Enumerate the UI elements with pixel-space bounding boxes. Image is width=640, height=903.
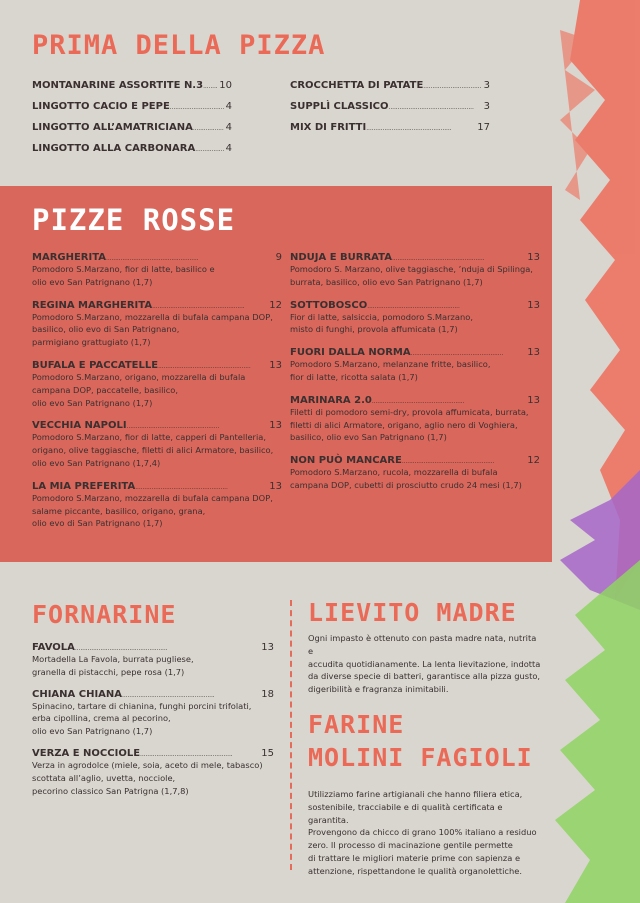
leader-dots — [366, 122, 475, 133]
prima-item — [32, 143, 232, 164]
dashed-divider — [290, 600, 292, 870]
menu-item-price: 15 — [261, 747, 274, 759]
prima-item-price: 17 — [477, 122, 490, 133]
prima-item-name: SUPPLÌ CLASSICO — [290, 101, 389, 112]
menu-item-price: 18 — [261, 688, 274, 700]
menu-item-description: Spinacino, tartare di chianina, funghi porcini trifolati, erba cipollina, crema al pecorino, olio evo San Patrignano (1,7) — [32, 700, 252, 737]
leader-dots — [152, 300, 267, 311]
menu-item — [32, 300, 282, 349]
menu-item-price: 12 — [269, 299, 282, 311]
menu-item-name: VERZA E NOCCIOLE — [32, 747, 141, 759]
leader-dots — [75, 642, 259, 653]
menu-item-name: BUFALA E PACCATELLE — [32, 359, 159, 371]
menu-item-name: VECCHIA NAPOLI — [32, 420, 127, 432]
menu-item — [32, 252, 282, 289]
prima-item — [290, 122, 490, 143]
menu-item-name: SOTTOBOSCO — [290, 299, 368, 311]
prima-item — [32, 80, 232, 101]
prima-item-name: LINGOTTO ALLA CARBONARA — [32, 143, 196, 154]
menu-item-name: REGINA MARGHERITA — [32, 299, 153, 311]
menu-item-price: 13 — [527, 394, 540, 406]
prima-item-name: MIX DI FRITTI — [290, 122, 367, 133]
menu-item-description: Pomodoro S.Marzano, mozzarella di bufala campana DOP, salame piccante, basilico, origano, grana, olio evo di San Patrignano (1,7) — [32, 492, 273, 529]
rosse-section-title: PIZZE ROSSE — [32, 203, 236, 237]
prima-item — [290, 101, 490, 122]
menu-item-description: Mortadella La Favola, burrata pugliese, granella di pistacchi, pepe rosa (1,7) — [32, 654, 194, 677]
menu-item-description: Pomodoro S.Marzano, fior di latte, capperi di Pantelleria, origano, olive taggiasche, filetti di alici Armatore, basilico, olio evo San Patrignano (1,7,4) — [32, 432, 274, 468]
menu-item-price: 13 — [269, 480, 282, 492]
prima-item-name: LINGOTTO CACIO E PEPE — [32, 101, 170, 112]
prima-section-title: PRIMA DELLA PIZZA — [32, 30, 326, 61]
leader-dots — [411, 347, 526, 358]
menu-item-description: Verza in agrodolce (miele, soia, aceto di mele, tabasco) scottata all’aglio, uvetta, nocciole, pecorino classico San Patrigna (1,7,8) — [32, 759, 263, 796]
leader-dots — [195, 143, 223, 154]
leader-dots — [389, 101, 482, 112]
leader-dots — [203, 80, 217, 91]
menu-item — [32, 420, 282, 469]
leader-dots — [372, 395, 525, 406]
menu-item-description: Filetti di pomodoro semi-dry, provola affumicata, burrata, filetti di alici Armatore, origano, aglio nero di Voghiera, basilico, olio evo San Patrignano (1,7) — [290, 406, 529, 443]
prima-item-name: MONTANARINE ASSORTITE N.3 — [32, 80, 204, 91]
menu-item — [32, 748, 274, 797]
farine-text: Utilizziamo farine artigianali che hanno filiera etica, sostenibile, tracciabile e di qualità certificata e garantita. Provengono da chicco di grano 100% italiano a residuo zero. Il processo di macinazione gentile permette di trattare le migliori materie prime con sapienza e attenzione, rispettandone le qualità organolettiche. — [308, 789, 537, 876]
menu-item-name: NON PUÒ MANCARE — [290, 455, 402, 467]
farine-title-line1: FARINE — [308, 710, 405, 739]
leader-dots — [122, 689, 259, 700]
leader-dots — [106, 252, 274, 263]
menu-item-price: 13 — [527, 347, 540, 359]
rosse-list-left — [32, 252, 282, 541]
menu-item-name: FUORI DALLA NORMA — [290, 347, 411, 359]
menu-item-price: 13 — [269, 420, 282, 432]
menu-item — [32, 689, 274, 738]
menu-item — [290, 252, 540, 289]
menu-item-price: 12 — [527, 455, 540, 467]
leader-dots — [140, 748, 259, 759]
leader-dots — [135, 481, 267, 492]
menu-item-name: LA MIA PREFERITA — [32, 480, 136, 492]
menu-item — [32, 360, 282, 409]
leader-dots — [170, 101, 224, 112]
lievito-text: Ogni impasto è ottenuto con pasta madre nata, nutrita e accudita quotidianamente. La lenta lievitazione, indotta da diverse specie di batteri, garantisce alla pizza gusto, digeribilità e fragranza inimitabili. — [308, 633, 541, 695]
menu-item-description: Pomodoro S.Marzano, origano, mozzarella di bufala campana DOP, paccatelle, basilico, olio evo San Patrignano (1,7) — [32, 371, 246, 408]
menu-item — [290, 395, 540, 444]
prima-item-price: 3 — [483, 101, 490, 112]
menu-item — [290, 347, 540, 384]
leader-dots — [402, 455, 525, 466]
menu-item-description: Pomodoro S. Marzano, olive taggiasche, ’nduja di Spilinga, burrata, basilico, olio evo San Patrignano (1,7) — [290, 264, 533, 287]
menu-item-description: Pomodoro S.Marzano, fior di latte, basilico e olio evo San Patrignano (1,7) — [32, 264, 215, 287]
prima-item-name: LINGOTTO ALL’AMATRICIANA — [32, 122, 193, 133]
prima-item — [290, 80, 490, 101]
menu-item-description: Pomodoro S.Marzano, mozzarella di bufala campana DOP, basilico, olio evo di San Patrignano, parmigiano grattugiato (1,7) — [32, 311, 273, 348]
menu-item-description: Fior di latte, salsiccia, pomodoro S.Marzano, misto di funghi, provola affumicata (1,7) — [290, 311, 473, 335]
rosse-list-right — [290, 252, 540, 503]
menu-item — [32, 642, 274, 679]
menu-item-name: NDUJA E BURRATA — [290, 252, 392, 263]
menu-item-price: 13 — [261, 642, 274, 653]
leader-dots — [367, 300, 525, 311]
menu-item-description: Pomodoro S.Marzano, melanzane fritte, basilico, fior di latte, ricotta salata (1,7) — [290, 359, 491, 382]
leader-dots — [158, 360, 267, 371]
prima-item-price: 3 — [483, 80, 490, 91]
menu-item-name: MARINARA 2.0 — [290, 394, 372, 406]
leader-dots — [392, 252, 525, 263]
menu-item-price: 13 — [527, 299, 540, 311]
farine-title-line2: MOLINI FAGIOLI — [308, 743, 533, 772]
prima-list-right — [290, 80, 490, 143]
menu-item-price: 13 — [527, 252, 540, 263]
prima-item-name: CROCCHETTA DI PATATE — [290, 80, 424, 91]
menu-item-description: Pomodoro S.Marzano, rucola, mozzarella di bufala campana DOP, cubetti di prosciutto crudo 24 mesi (1,7) — [290, 467, 522, 490]
menu-item — [32, 481, 282, 530]
menu-item-price: 9 — [275, 252, 282, 263]
menu-item — [290, 455, 540, 492]
prima-item-price: 4 — [225, 101, 232, 112]
prima-item-price: 4 — [225, 143, 232, 154]
prima-list-left — [32, 80, 232, 164]
fornarine-list — [32, 642, 274, 807]
prima-item — [32, 122, 232, 143]
prima-item-price: 10 — [219, 80, 232, 91]
leader-dots — [423, 80, 481, 91]
menu-item-name: FAVOLA — [32, 642, 75, 653]
prima-item — [32, 101, 232, 122]
menu-item-name: CHIANA CHIANA — [32, 688, 123, 700]
lievito-section-title: LIEVITO MADRE — [308, 598, 517, 627]
leader-dots — [193, 122, 224, 133]
prima-item-price: 4 — [225, 122, 232, 133]
menu-item-name: MARGHERITA — [32, 252, 107, 263]
fornarine-section-title: FORNARINE — [32, 600, 177, 629]
menu-item — [290, 300, 540, 337]
menu-item-price: 13 — [269, 359, 282, 371]
leader-dots — [127, 420, 268, 431]
